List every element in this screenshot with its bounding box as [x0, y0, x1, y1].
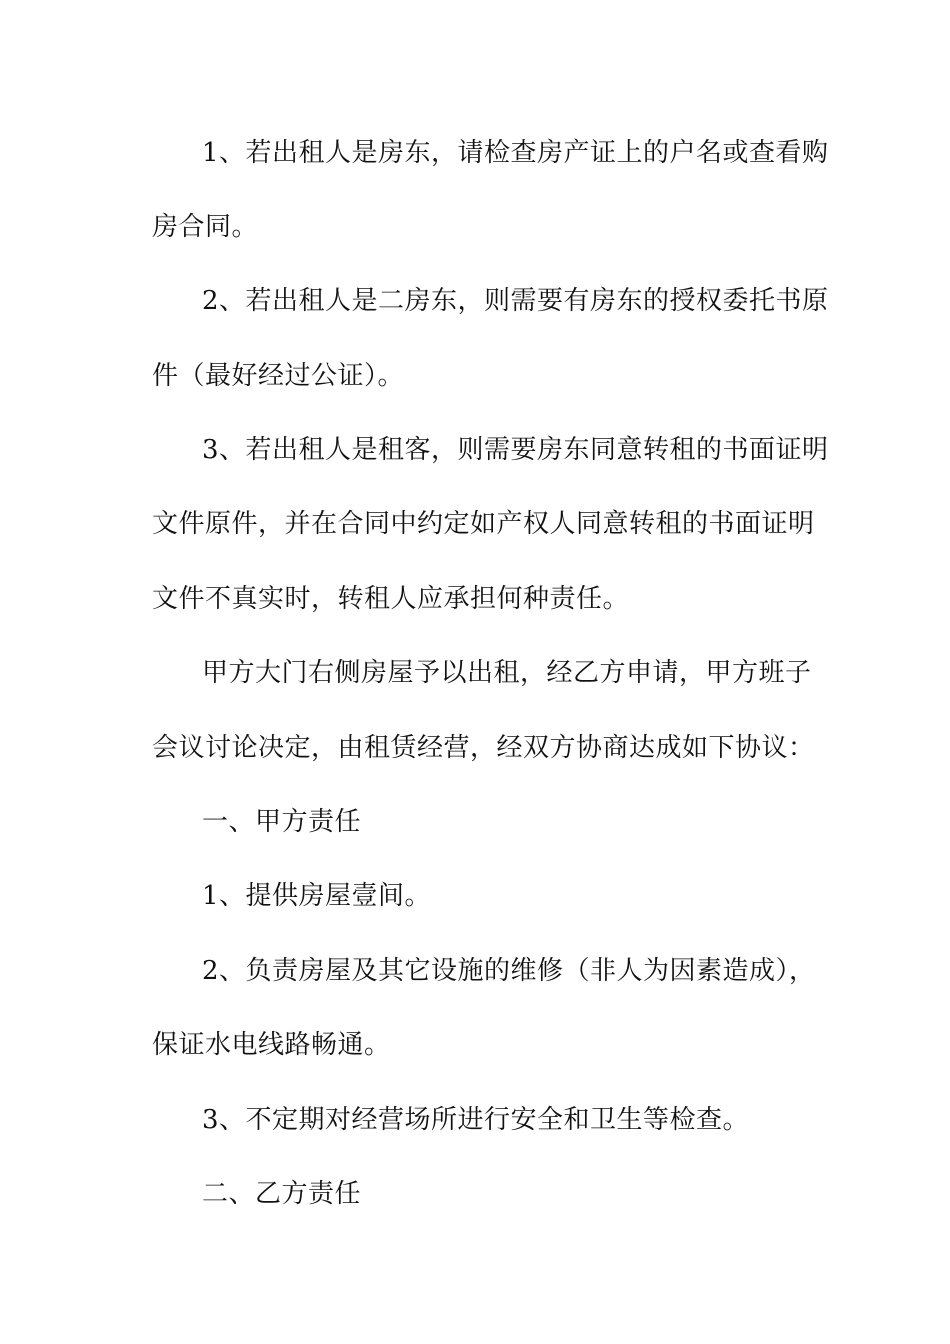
paragraph-1-line-1: 1、若出租人是房东，请检查房产证上的户名或查看购 — [202, 138, 829, 168]
party-a-item-2-line-2: 保证水电线路畅通。 — [152, 1030, 391, 1060]
paragraph-3-line-2: 文件原件，并在合同中约定如产权人同意转租的书面证明 — [152, 509, 815, 539]
paragraph-1-line-2: 房合同。 — [152, 212, 259, 242]
paragraph-4-line-1: 甲方大门右侧房屋予以出租，经乙方申请，甲方班子 — [202, 658, 812, 688]
paragraph-3-line-3: 文件不真实时，转租人应承担何种责任。 — [152, 584, 630, 614]
section-heading-party-a: 一、甲方责任 — [202, 807, 362, 837]
party-a-item-2-line-1: 2、负责房屋及其它设施的维修（非人为因素造成）， — [202, 956, 816, 986]
paragraph-2-line-1: 2、若出租人是二房东，则需要有房东的授权委托书原 — [202, 286, 829, 316]
party-a-item-3: 3、不定期对经营场所进行安全和卫生等检查。 — [202, 1105, 750, 1135]
section-heading-party-b: 二、乙方责任 — [202, 1179, 362, 1209]
party-a-item-1: 1、提供房屋壹间。 — [202, 881, 432, 911]
paragraph-4-line-2: 会议讨论决定，由租赁经营，经双方协商达成如下协议： — [152, 733, 815, 763]
paragraph-3-line-1: 3、若出租人是租客，则需要房东同意转租的书面证明 — [202, 435, 829, 465]
paragraph-2-line-2: 件（最好经过公证）。 — [152, 361, 405, 391]
